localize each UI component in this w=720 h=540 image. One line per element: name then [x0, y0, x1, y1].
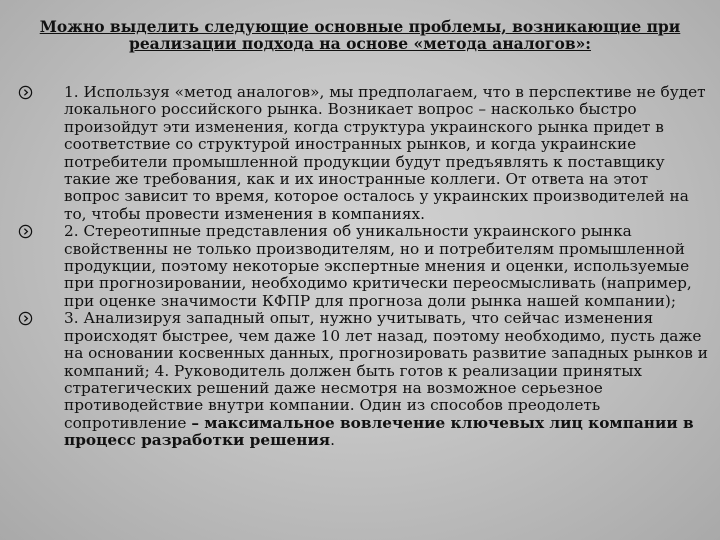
list-item-text: 3. Анализируя западный опыт, нужно учитывать, что сейчас изменения происходят быстрее, чем даже 10 лет назад, поэтому необходимо, пусть даже на основании косвенных данных, прогнозировать развитие западных рынков и компаний; 4. Руководитель должен быть готов к реализации принятых стратегических решений даже несмотря на возможное серьезное противодействие внутри компании. Один из способов преодолеть сопротивление: [64, 309, 708, 432]
circled-arrow-icon: [18, 224, 33, 239]
list-item: [18, 84, 708, 223]
list-item: [18, 310, 708, 449]
list-item-text: 2. Стереотипные представления об уникальности украинского рынка свойственны не только производителям, но и потребителям промышленной продукции, поэтому некоторые экспертные мнения и оценки, используемые при прогнозировании, необходимо критически переосмысливать (например, при оценке значимости КФПР для прогноза доли рынка нашей компании);: [64, 222, 692, 310]
list-item: [18, 223, 708, 310]
bullet-list: [18, 84, 708, 450]
list-item-tail: .: [330, 431, 335, 450]
emphasis-text: – максимальное вовлечение ключевых лиц компании в процесс разработки решения: [64, 413, 694, 450]
circled-arrow-icon: [18, 311, 33, 326]
list-item-text: 1. Используя «метод аналогов», мы предполагаем, что в перспективе не будет локального российского рынка. Возникает вопрос – насколько быстро произойдут эти изменения, когда структура украинского рынка придет в соответствие со структурой иностранных рынков, и когда украинские потребители промышленной продукции будут предъявлять к поставщику такие же требования, как и их иностранные коллеги. От ответа на этот вопрос зависит то время, которое осталось у украинских производителей на то, чтобы провести изменения в компаниях.: [64, 83, 706, 223]
slide-title: Можно выделить следующие основные проблемы, возникающие при реализации подхода на основе «метода аналогов»:: [39, 17, 681, 53]
circled-arrow-icon: [18, 85, 33, 100]
